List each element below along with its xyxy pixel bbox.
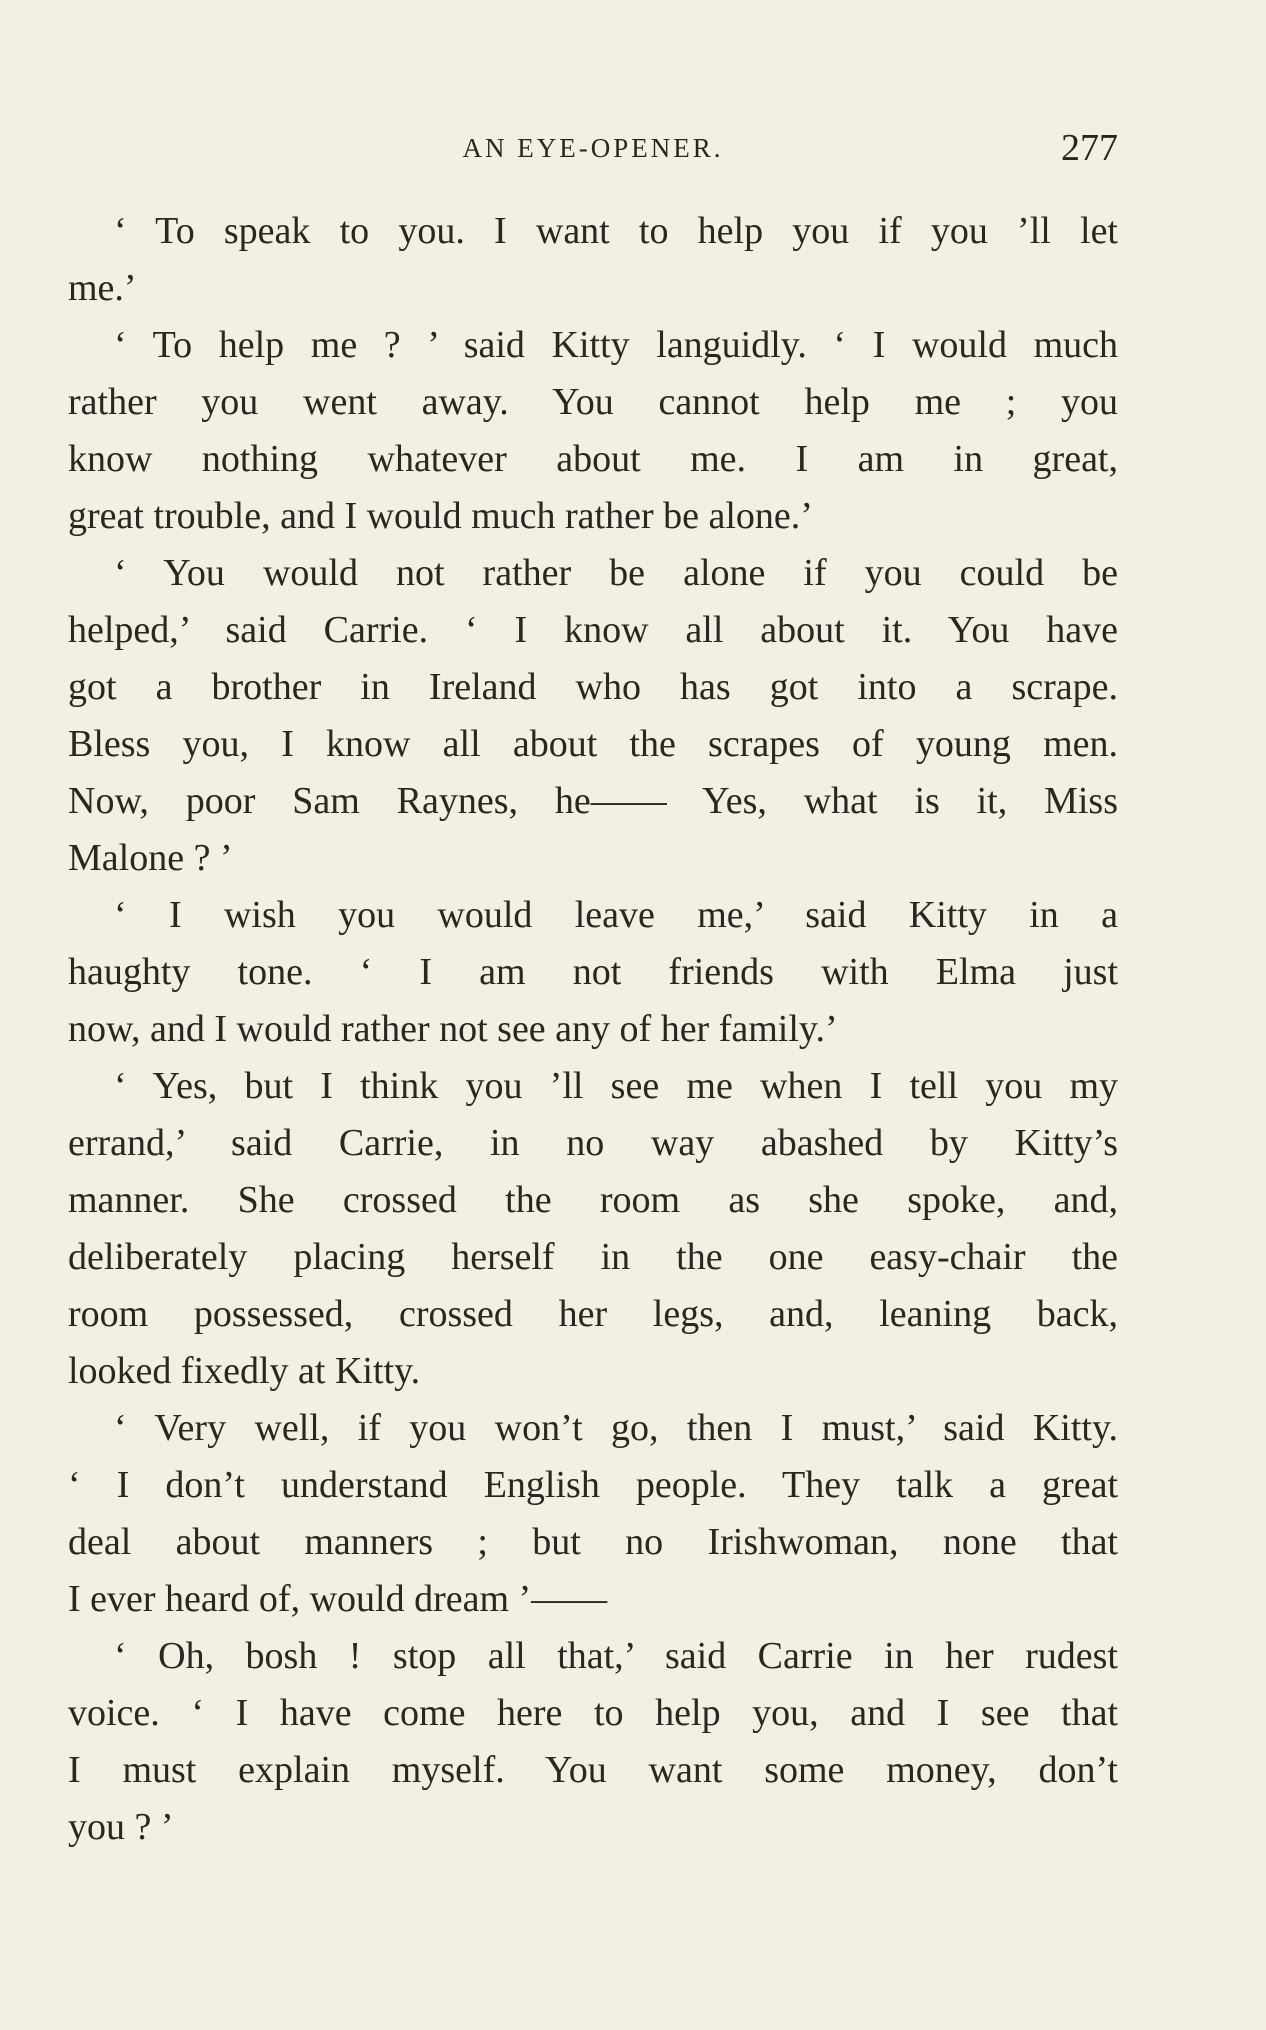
text-line: haughty tone. ‘ I am not friends with Elma just (68, 951, 1118, 993)
text-line: now, and I would rather not see any of her family.’ (68, 1008, 838, 1050)
text-body (68, 203, 1118, 1856)
text-line: got a brother in Ireland who has got into a scrape. (68, 666, 1118, 708)
text-line: helped,’ said Carrie. ‘ I know all about it. You have (68, 609, 1118, 651)
text-line: errand,’ said Carrie, in no way abashed by Kitty’s (68, 1122, 1118, 1164)
text-line: ‘ Very well, if you won’t go, then I must,’ said Kitty. (114, 1407, 1118, 1449)
text-line: Now, poor Sam Raynes, he—— Yes, what is it, Miss (68, 780, 1118, 822)
text-line: ‘ You would not rather be alone if you could be (114, 552, 1118, 594)
text-line: manner. She crossed the room as she spoke, and, (68, 1179, 1118, 1221)
text-line: deal about manners ; but no Irishwoman, none that (68, 1521, 1118, 1563)
text-line: ‘ I wish you would leave me,’ said Kitty in a (114, 894, 1118, 936)
text-line: ‘ Yes, but I think you ’ll see me when I tell you my (114, 1065, 1118, 1107)
text-line: rather you went away. You cannot help me ; you (68, 381, 1118, 423)
text-line: Malone ? ’ (68, 837, 233, 879)
text-line: ‘ To help me ? ’ said Kitty languidly. ‘ I would much (114, 324, 1118, 366)
text-line: looked fixedly at Kitty. (68, 1350, 421, 1392)
text-line: voice. ‘ I have come here to help you, and I see that (68, 1692, 1118, 1734)
text-line: I must explain myself. You want some money, don’t (68, 1749, 1118, 1791)
text-line: room possessed, crossed her legs, and, leaning back, (68, 1293, 1118, 1335)
text-line: great trouble, and I would much rather be alone.’ (68, 495, 813, 537)
text-line: ‘ I don’t understand English people. They talk a great (68, 1464, 1118, 1506)
text-line: I ever heard of, would dream ’—— (68, 1578, 608, 1620)
running-head (68, 118, 1118, 178)
text-line: you ? ’ (68, 1806, 174, 1848)
text-line: ‘ To speak to you. I want to help you if you ’ll let (114, 210, 1118, 252)
text-line: deliberately placing herself in the one easy-chair the (68, 1236, 1118, 1278)
running-title: AN EYE-OPENER. (462, 133, 724, 163)
text-line: Bless you, I know all about the scrapes of young men. (68, 723, 1118, 765)
page-number: 277 (1061, 127, 1118, 169)
text-line: ‘ Oh, bosh ! stop all that,’ said Carrie in her rudest (114, 1635, 1118, 1677)
text-line: me.’ (68, 267, 137, 309)
text-line: know nothing whatever about me. I am in great, (68, 438, 1118, 480)
